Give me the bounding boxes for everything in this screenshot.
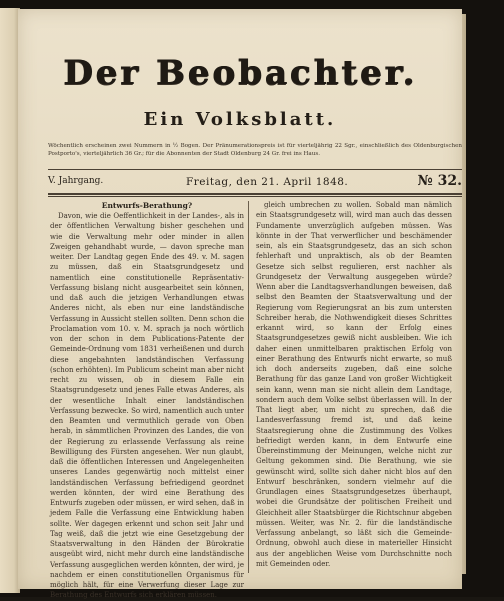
header-rule-top [48,169,462,170]
article-column-left [50,200,245,600]
masthead-title: Der Beobachter. [62,53,418,93]
column-divider [248,201,249,573]
article-text-right: gleich umbrechen zu wollen. Sobald man nämlich ein Staatsgrundgesetz will, wird man auch das dessen Fundamente unverzüglich aufgeben müssen. Was könnte in der That verwerflicher und beschämender sein, als ein Staatsgrundgesetz, das an sich schon fehlerhaft und unpraktisch, als ob der Beamten Gesetze sich selbst regulieren, erst nachher als Grundgesetz der Verwaltung ausgegeben würde? Wenn aber die Landtagsverhandlungen beweisen, daß selbst den Beamten der Staatsverwaltung und der Regierung vom Regierungsrat an bis zum untersten Schreiber herab, die Nothwendigkeit dieses Schrittes erkannt wird, so kann der Erfolg eines Staatsgrundgesetzes gewiß nicht ausbleiben. Wie ich daher einen unmittelbaren praktischen Erfolg von einer Berathung des Entwurfs nicht erwarte, so muß ich doch anderseits zugeben, daß eine solche Berathung für das ganze Land von großer Wichtigkeit sein kann, wenn man sie nicht allein dem Landtage, sondern auch dem Volke selbst überlassen will. In der That liegt aber, um nicht zu sprechen, daß die Landesverfassung fremd ist, und daß keine Staatsregierung ohne die Zustimmung des Volkes befriedigt werden kann, in dem Entwurfe eine Übereinstimmung der Meinungen, welche nicht zur Geltung gekommen sind. Die Berathung, wie sie gewünscht wird, sollte sich daher nicht blos auf den Entwurf beschränken, sondern vielmehr auf die Grundlagen eines Staatsgrundgesetzes überhaupt, wobei die Grundsätze der politischen Freiheit und Gleichheit aller Staatsbürger die Richtschnur abgeben müssen. Weiter, was Nr. 2. für die landständische Verfassung anbelangt, so läßt sich die Gemeinde-Ordnung, obwohl auch diese in materieller Hinsicht aus der angeblichen Weise vom Durchschnitte noch mit Gemeinden oder. [256,201,452,568]
article-text-left: Davon, wie die Oeffentlichkeit in der Landes-, als in der öffentlichen Verwaltung bisher geschehen und wie die Verwaltung mehr oder minder in allen Zweigen gehandhabt wurde, — davon spreche man weiter. Der Landtag gegen Ende des 49. v. M. sagen zu müssen, daß ein Staatsgrundgesetz und namentlich eine constitutionelle Repräsentativ-Verfassung bislang nicht ausgearbeitet sein können, und daß auch die jetzigen Verhandlungen etwas Anderes nicht, als eben nur eine landständische Verfassung in Aussicht stellen sollten. Denn schon die Proclamation vom 10. v. M. sprach ja noch wörtlich von der schon in dem Publications-Patente der Gemeinde-Ordnung vom 1831 verheißenen und durch diese angebahnten landständischen Verfassung (schon erhöhten). Im Publicum scheint man aber nicht recht zu wissen, ob in diesem Falle ein Staatsgrundgesetz und jenes Falle etwas Anderes, als der wesentliche Inhalt einer landständischen Verfassung bezwecke. So wird, namentlich auch unter den Beamten und vermuthlich gerade von Oben herab, in sämmtlichen Provinzen des Landes, die von der Regierung zu erlassende Verfassung als reine Bewilligung des Fürsten angesehen. Wer nun glaubt, daß die öffentlichen Interessen und Angelegenheiten unseres Landes gegenwärtig noch mittelst einer landständischen Verfassung befriedigend geordnet werden könnten, der wird eine Berathung des Entwurfs zugeben oder müssen, er wird sehen, daß in jedem Falle die Verfassung eine Entwicklung haben sollte. Wer dagegen erkennt und schon seit Jahr und Tag weiß, daß die jetzt wie eine Gesetzgebung der Staatsverwaltung in den Händen der Bürokratie ausgeübt wird, nicht mehr durch eine landständische Verfassung ausgeglichen werden könnten, der wird, je nachdem er einen constitutionellen Organismus für möglich hält, für eine Verwerfung dieser Lage zur Berathung des Entwurfs sich erklären müssen. [50,212,245,600]
article-heading: Entwurfs-Berathung? [101,201,193,210]
header-rule-bottom-thin [48,196,462,197]
volume-label: V. Jahrgang. [48,176,104,186]
article-column-right [256,200,452,572]
newspaper-page [18,9,462,600]
header-rule-bottom [48,193,462,195]
masthead-subtitle: Ein Volksblatt. [143,109,337,130]
issue-date: Freitag, den 21. April 1848. [186,176,349,188]
issue-number: № 32. [417,173,462,189]
dateline [48,173,462,191]
left-page-edge [0,8,20,593]
subscription-notice: Wöchentlich erscheinen zwei Nummern in ½ Bogen. Der Pränumerationspreis ist für vierteljährig 22 Sgr., einschließlich des Oldenburgischen Postporto's, vierteljährlich 36 Gr.; für die Abonnenten der Stadt Oldenburg 24 Gr. frei ins Haus. [48,143,462,157]
